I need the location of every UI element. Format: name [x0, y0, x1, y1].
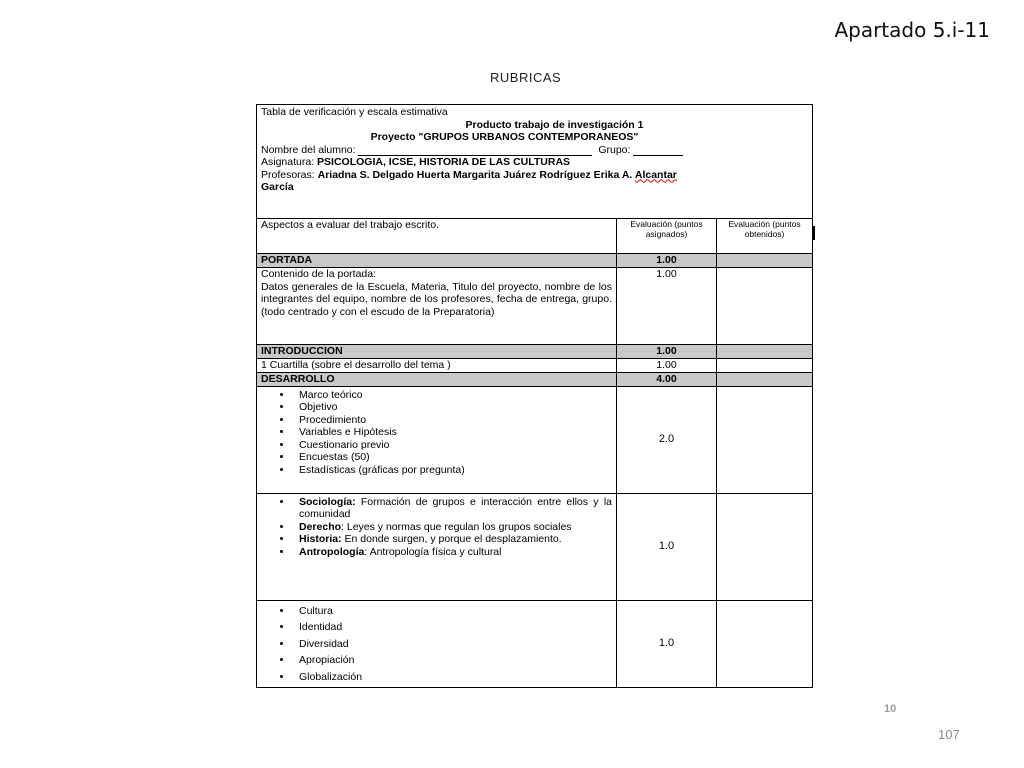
- discipline-name: Historia:: [299, 533, 342, 545]
- document-heading: RUBRICAS: [490, 70, 562, 85]
- teachers-line: [261, 169, 808, 182]
- header-line1: Tabla de verificación y escala estimativa: [261, 106, 448, 118]
- list-item: • Marco teórico: [293, 389, 612, 402]
- list-item: • Procedimiento: [293, 414, 612, 427]
- group-3-obtained: [717, 600, 813, 687]
- development-group-2: [257, 493, 617, 600]
- section-points: 4.00: [617, 372, 717, 386]
- portada-points: 1.00: [617, 268, 717, 345]
- list-item: • Cultura: [293, 603, 612, 620]
- product-line: [261, 119, 808, 132]
- portada-content-row: [257, 268, 813, 345]
- list-item: [293, 533, 612, 546]
- list-item: • Cuestionario previo: [293, 439, 612, 452]
- intro-content: 1 Cuartilla (sobre el desarrollo del tema ): [257, 359, 617, 373]
- list-item: [293, 521, 612, 534]
- subject-line: [261, 156, 808, 169]
- subject-label: Asignatura:: [261, 156, 315, 168]
- section-points: 1.00: [617, 345, 717, 359]
- list-item: • Identidad: [293, 619, 612, 636]
- group-1-obtained: [717, 386, 813, 493]
- list-item: • Diversidad: [293, 636, 612, 653]
- section-obtained: [717, 254, 813, 268]
- section-row-portada: [257, 254, 813, 268]
- portada-obtained: [717, 268, 813, 345]
- header-row: [257, 105, 813, 219]
- list-item: • Estadísticas (gráficas por pregunta): [293, 464, 612, 477]
- group-2-list: [261, 496, 612, 559]
- section-points: 1.00: [617, 254, 717, 268]
- teachers-value-misspelled: Alcantar: [634, 168, 677, 181]
- slide-title: Apartado 5.i-11: [834, 18, 990, 42]
- discipline-description: : Antropología física y cultural: [364, 545, 502, 558]
- section-label: PORTADA: [257, 254, 617, 268]
- intro-content-row: [257, 359, 813, 373]
- development-group-3-row: [257, 600, 813, 687]
- discipline-description: Formación de grupos e interacción entre ellos y la comunidad: [299, 495, 612, 520]
- project-line: Proyecto "GRUPOS URBANOS CONTEMPORANEOS": [370, 131, 639, 143]
- aspects-header: Aspectos a evaluar del trabajo escrito.: [257, 219, 617, 254]
- list-item: [293, 496, 612, 521]
- group-blank: [633, 155, 683, 156]
- subject-value: PSICOLOGIA, ICSE, HISTORIA DE LAS CULTURAS: [317, 156, 571, 168]
- student-label: Nombre del alumno:: [261, 143, 356, 156]
- slide-number: 107: [938, 727, 960, 742]
- section-row-desarrollo: [257, 372, 813, 386]
- portada-content: [257, 268, 617, 345]
- section-obtained: [717, 372, 813, 386]
- discipline-description: : Leyes y normas que regulan los grupos sociales: [341, 520, 572, 533]
- development-group-3: [257, 600, 617, 687]
- group-1-list: [261, 389, 612, 477]
- discipline-name: Derecho: [299, 520, 342, 533]
- group-1-points: 2.0: [617, 386, 717, 493]
- section-label: INTRODUCCION: [257, 345, 617, 359]
- group-label: Grupo:: [598, 143, 631, 156]
- list-item: [293, 546, 612, 559]
- rubric-table: [256, 104, 813, 688]
- list-item: • Variables e Hipótesis: [293, 426, 612, 439]
- list-item: • Encuestas (50): [293, 451, 612, 464]
- discipline-name: Sociología:: [299, 495, 356, 508]
- group-2-obtained: [717, 493, 813, 600]
- list-item: • Apropiación: [293, 652, 612, 669]
- intro-obtained: [717, 359, 813, 373]
- column-header-row: [257, 219, 813, 254]
- student-line: [261, 144, 808, 157]
- development-group-1-row: [257, 386, 813, 493]
- group-3-points: 1.0: [617, 600, 717, 687]
- section-label: DESARROLLO: [257, 372, 617, 386]
- intro-points: 1.00: [617, 359, 717, 373]
- group-2-points: 1.0: [617, 493, 717, 600]
- list-item: • Globalización: [293, 669, 612, 686]
- teachers-value: Ariadna S. Delgado Huerta Margarita Juárez Rodríguez Erika A.: [317, 168, 635, 181]
- teachers-line-2: García: [261, 181, 294, 193]
- development-group-1: [257, 386, 617, 493]
- header-block: [257, 105, 813, 219]
- section-row-introduccion: [257, 345, 813, 359]
- discipline-name: Antropología: [299, 545, 365, 558]
- portada-content-text: Datos generales de la Escuela, Materia, Titulo del proyecto, nombre de los integrantes del equipo, nombre de los profesores, fecha de entrega, grupo. (todo centrado y con el escudo de la Preparatoria): [261, 280, 612, 318]
- portada-content-title: Contenido de la portada:: [261, 268, 377, 280]
- product-text: Producto trabajo de investigación 1: [465, 118, 644, 131]
- group-3-list: [261, 603, 612, 686]
- discipline-description: En donde surgen, y porque el desplazamiento.: [341, 533, 562, 545]
- assigned-header: Evaluación (puntos asignados): [617, 219, 717, 254]
- document-page-number: 10: [884, 703, 897, 715]
- teachers-label: Profesoras:: [261, 168, 315, 181]
- text-cursor-mark: [813, 226, 815, 240]
- development-group-2-row: [257, 493, 813, 600]
- obtained-header: Evaluación (puntos obtenidos): [717, 219, 813, 254]
- section-obtained: [717, 345, 813, 359]
- list-item: • Objetivo: [293, 401, 612, 414]
